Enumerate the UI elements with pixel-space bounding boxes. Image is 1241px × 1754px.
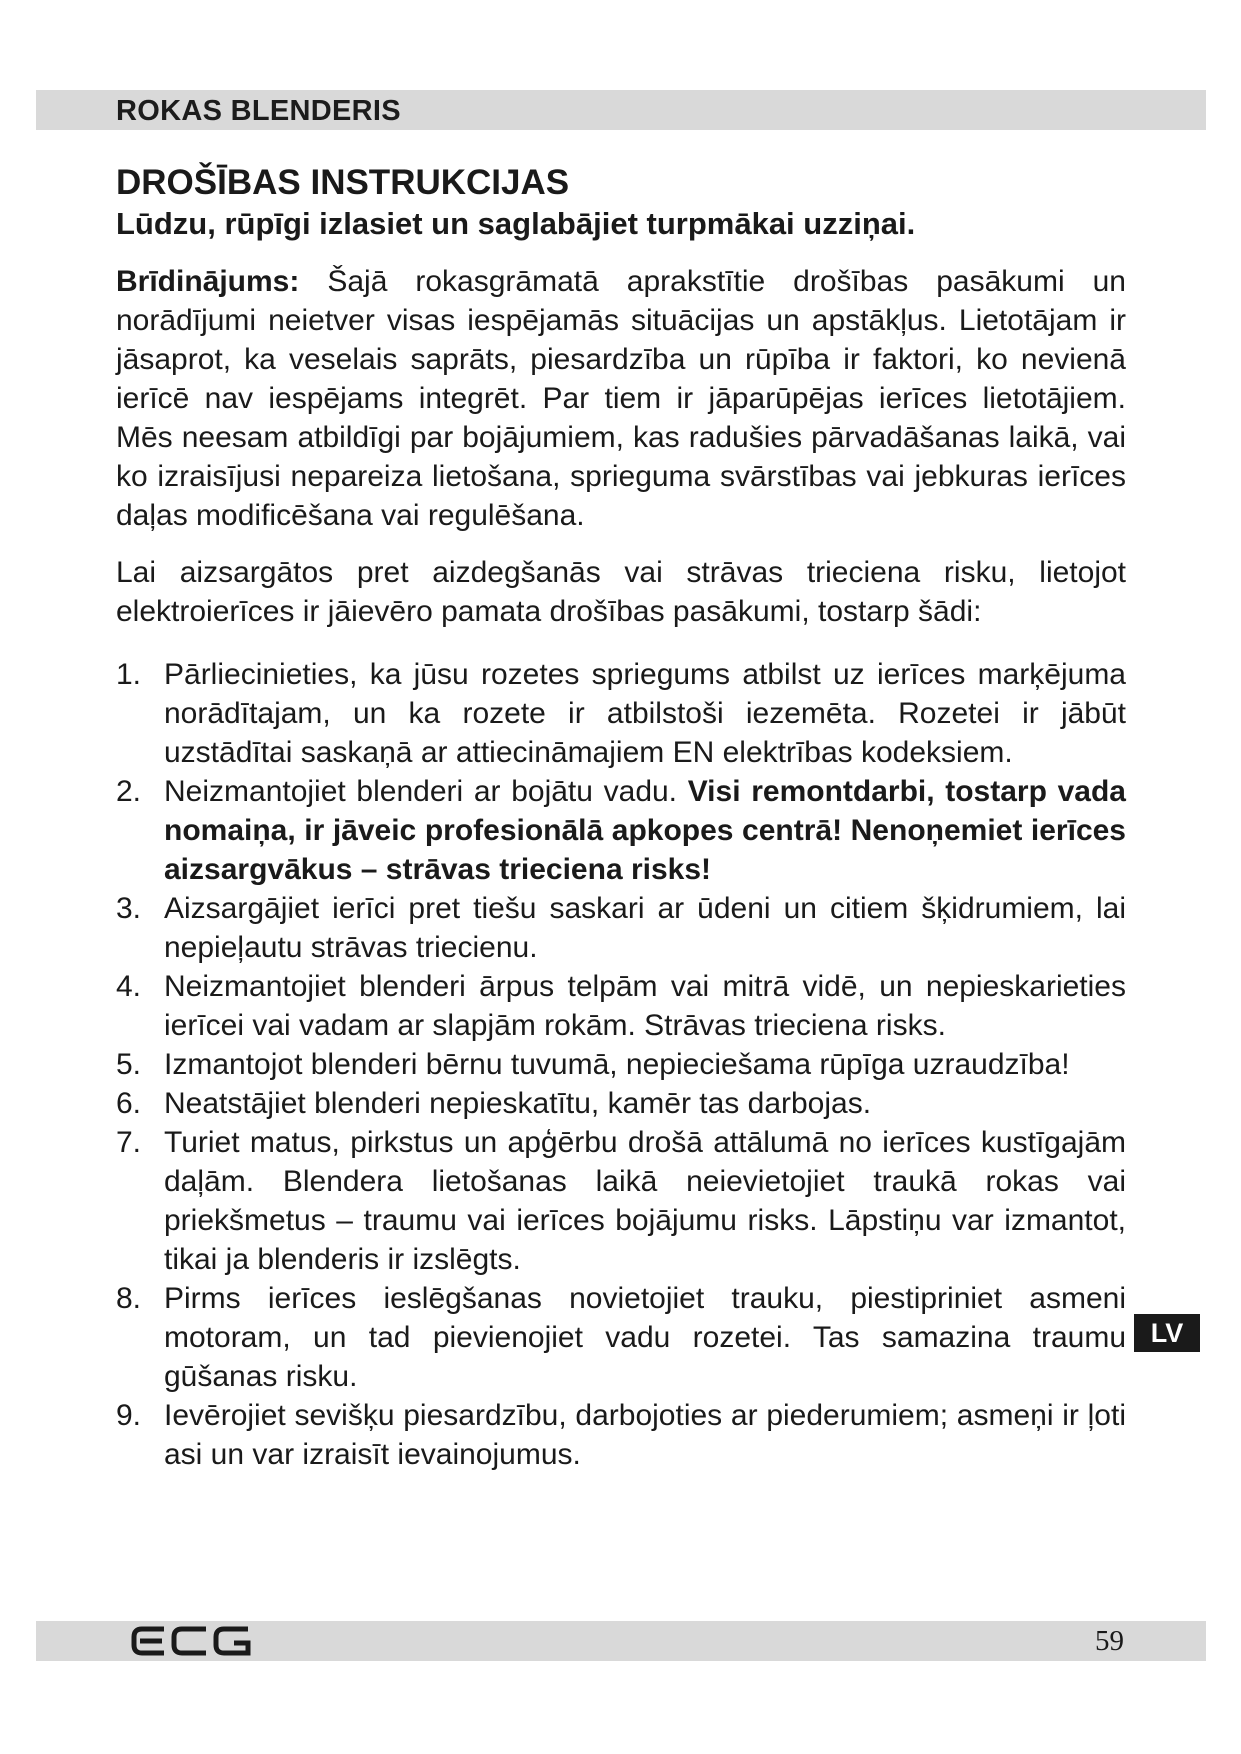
page-number: 59 [1095,1625,1124,1657]
list-item-text: Neatstājiet blenderi nepieskatītu, kamēr tas darbojas. [164,1087,872,1120]
intro-paragraph: Lai aizsargātos pret aizdegšanās vai strāvas trieciena risku, lietojot elektroierīces ir jāievēro pamata drošības pasākumi, tostarp šādi: [116,556,1126,628]
list-item-text: Aizsargājiet ierīci pret tiešu saskari ar ūdeni un citiem šķidrumiem, lai nepieļautu strāvas triecienu. [164,892,1126,964]
list-item-number: 9. [116,1399,142,1432]
header-bar [36,90,1206,130]
list-item [116,1084,1126,1123]
header-title: ROKAS BLENDERIS [116,95,401,127]
list-item [116,967,1126,1045]
list-item-number: 1. [116,658,142,691]
list-item-number: 6. [116,1087,142,1120]
footer-bar [36,1621,1206,1661]
list-item-text: Pārliecinieties, ka jūsu rozetes spriegums atbilst uz ierīces marķējuma norādītajam, un ka rozete ir atbilstoši iezemēta. Rozetei ir jābūt uzstādītai saskaņā ar attiecināmajiem EN elektrības kodeksiem. [164,658,1126,769]
ecg-logo [130,1625,252,1657]
list-item [116,1123,1126,1279]
warning-text: Šajā rokasgrāmatā aprakstītie drošības pasākumi un norādījumi neietver visas iespējamās situācijas un apstākļus. Lietotājam ir jāsaprot, ka veselais saprāts, piesardzība un rūpība ir faktori, ko nevienā ierīcē nav iespējams integrēt. Par tiem ir jāparūpējas ierīces lietotājiem. Mēs neesam atbildīgi par bojājumiem, kas radušies pārvadāšanas laikā, vai ko izraisījusi nepareiza lietošana, sprieguma svārstības vai jebkuras ierīces daļas modificēšana vai regulēšana. [116,265,1126,532]
section-title: DROŠĪBAS INSTRUKCIJAS [116,163,570,202]
list-item-text: Turiet matus, pirkstus un apģērbu drošā attālumā no ierīces kustīgajām daļām. Blendera lietošanas laikā neievietojiet traukā rokas vai priekšmetus – traumu vai ierīces bojājumu risks. Lāpstiņu var izmantot, tikai ja blenderis ir izslēgts. [164,1126,1126,1276]
list-item-number: 2. [116,775,142,808]
page-content [116,162,1126,1474]
instructions-list [116,655,1126,1474]
list-item [116,772,1126,889]
list-item-number: 4. [116,970,142,1003]
list-item-number: 8. [116,1282,142,1315]
list-item-text: Neizmantojiet blenderi ar bojātu vadu. [164,775,688,808]
section-subtitle: Lūdzu, rūpīgi izlasiet un saglabājiet turpmākai uzziņai. [116,206,916,241]
list-item [116,1279,1126,1396]
list-item [116,889,1126,967]
warning-label: Brīdinājums: [116,265,300,298]
list-item-text: Ievērojiet sevišķu piesardzību, darbojoties ar piederumiem; asmeņi ir ļoti asi un var izraisīt ievainojumus. [164,1399,1126,1471]
language-tab: LV [1134,1314,1200,1352]
list-item-text: Neizmantojiet blenderi ārpus telpām vai mitrā vidē, un nepieskarieties ierīcei vai vadam ar slapjām rokām. Strāvas trieciena risks. [164,970,1126,1042]
list-item-text: Pirms ierīces ieslēgšanas novietojiet trauku, piestipriniet asmeni motoram, un tad pievienojiet vadu rozetei. Tas samazina traumu gūšanas risku. [164,1282,1126,1393]
warning-paragraph [116,262,1126,535]
list-item [116,1396,1126,1474]
list-item [116,655,1126,772]
list-item-number: 7. [116,1126,142,1159]
list-item-bold-text: Visi remontdarbi, tostarp vada nomaiņa, ir jāveic profesionālā apkopes centrā! Nenoņemiet ierīces aizsargvākus – strāvas trieciena risks! [164,775,1126,886]
list-item-number: 5. [116,1048,142,1081]
list-item-number: 3. [116,892,142,925]
list-item [116,1045,1126,1084]
list-item-text: Izmantojot blenderi bērnu tuvumā, nepieciešama rūpīga uzraudzība! [164,1048,1070,1081]
